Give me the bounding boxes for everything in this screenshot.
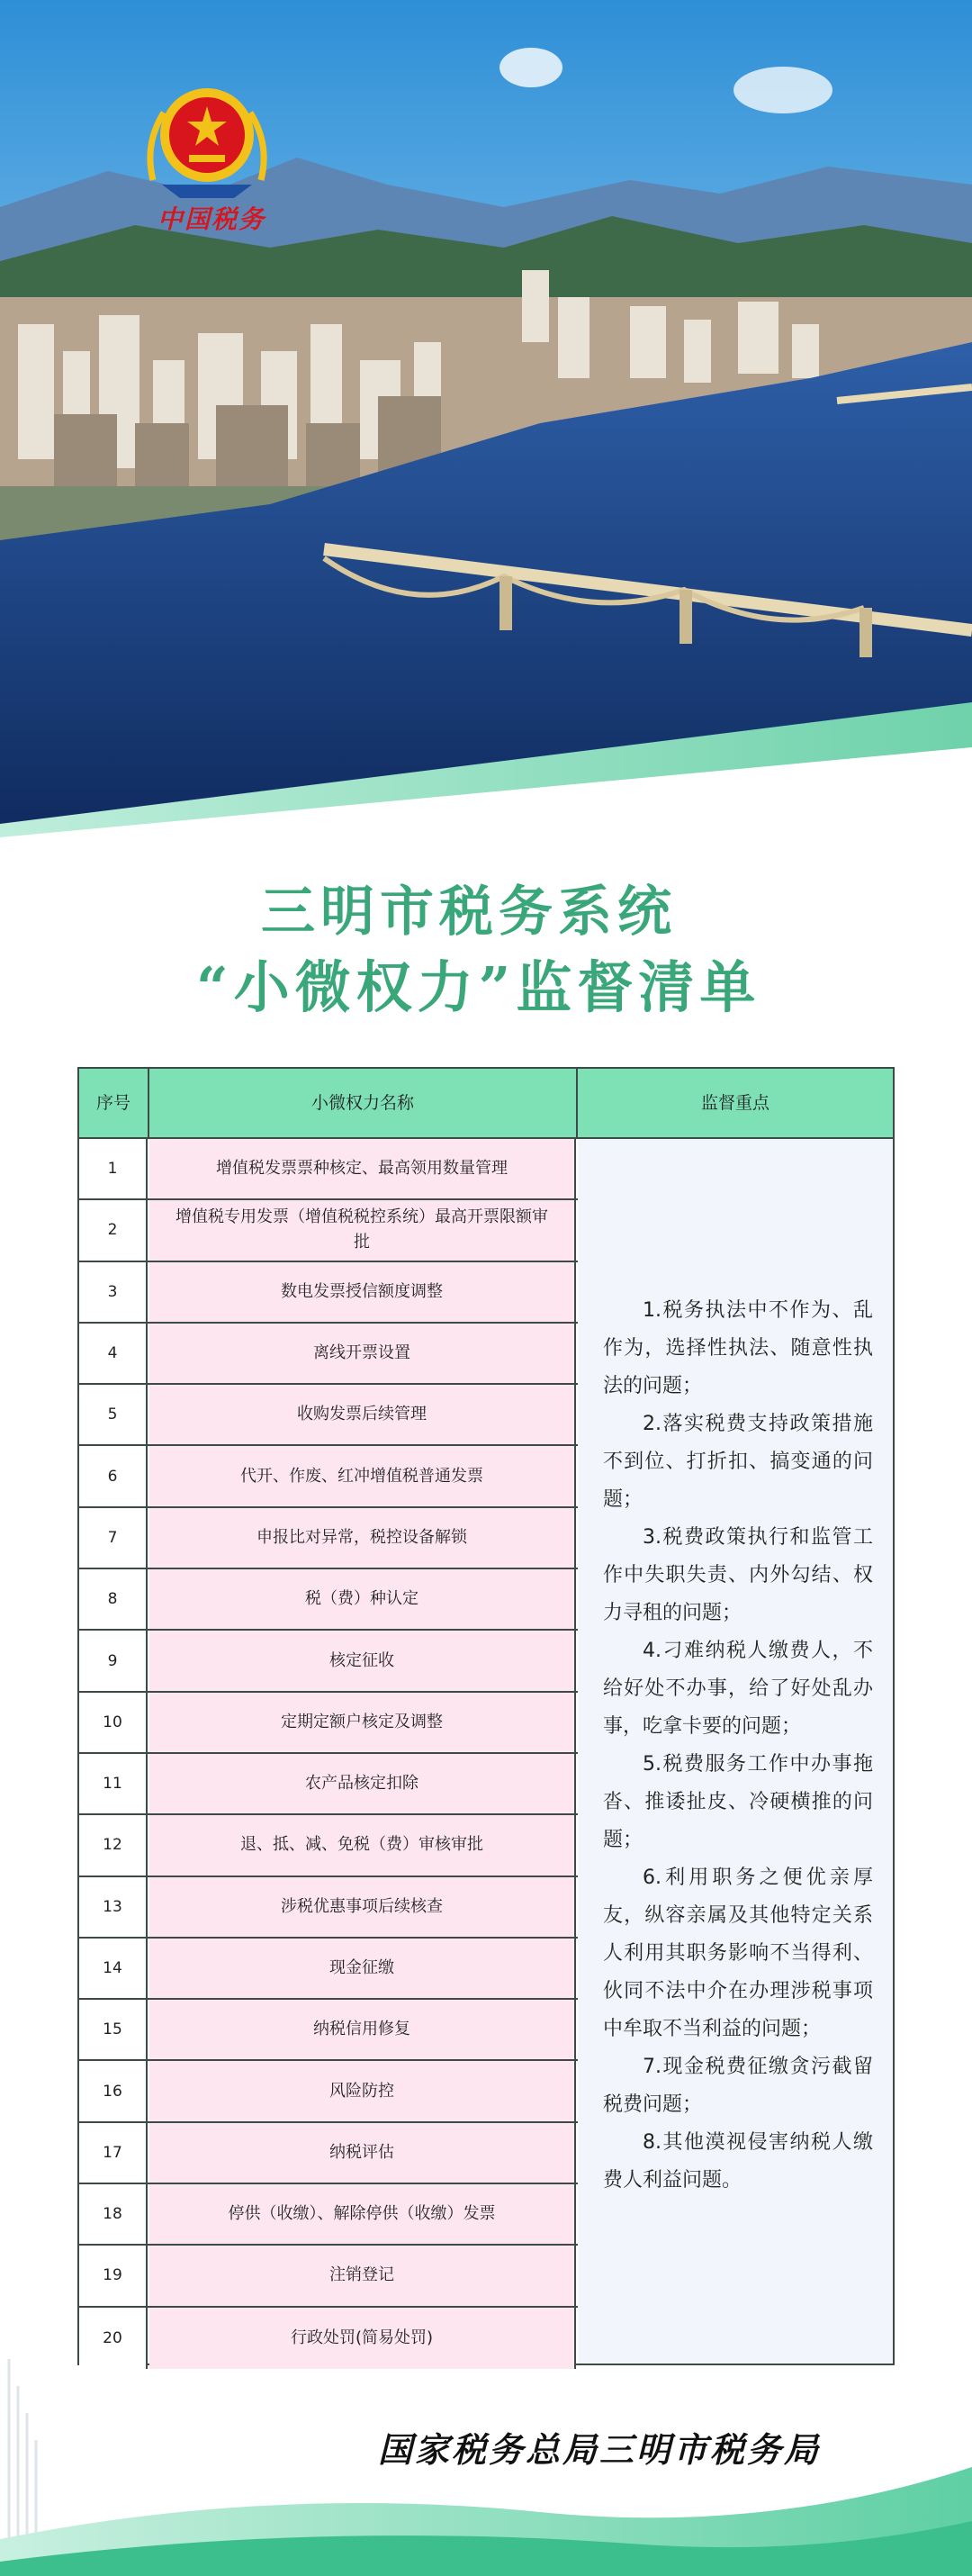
row-power-name: 代开、作废、红冲增值税普通发票 [149, 1446, 576, 1505]
title-line-2: “小微权力”监督清单 [196, 954, 761, 1020]
row-index: 10 [79, 1693, 148, 1752]
row-index: 8 [79, 1569, 148, 1629]
focus-point: 7.现金税费征缴贪污截留税费问题； [603, 2056, 873, 2116]
issuer-name: 国家税务总局三明市税务局 [378, 2429, 822, 2470]
focus-point: 6.利用职务之便优亲厚友，纵容亲属及其他特定关系人利用其职务影响不当得利、伙同不法中介在办理涉税事项中牟取不当利益的问题； [603, 1866, 873, 2040]
row-power-name: 现金征缴 [149, 1939, 576, 1998]
focus-point: 3.税费政策执行和监管工作中失职失责、内外勾结、权力寻租的问题； [603, 1526, 873, 1624]
table-row [79, 1693, 578, 1754]
row-index: 18 [79, 2184, 148, 2244]
row-index: 5 [79, 1385, 148, 1444]
table-body [79, 1139, 578, 2369]
row-index: 12 [79, 1815, 148, 1875]
row-power-name: 数电发票授信额度调整 [149, 1262, 576, 1322]
row-index: 15 [79, 2000, 148, 2059]
table-row [79, 1754, 578, 1815]
focus-point: 8.其他漠视侵害纳税人缴费人利益问题。 [603, 2131, 873, 2192]
row-power-name: 申报比对异常，税控设备解锁 [149, 1508, 576, 1568]
row-index: 20 [79, 2308, 148, 2369]
table-row [79, 1200, 578, 1261]
row-power-name: 税（费）种认定 [149, 1569, 576, 1629]
focus-point: 5.税费服务工作中办事拖沓、推诿扯皮、冷硬横推的问题； [603, 1753, 873, 1851]
row-power-name: 离线开票设置 [149, 1324, 576, 1383]
table-row [79, 1877, 578, 1939]
table-header [79, 1069, 893, 1139]
row-power-name: 增值税发票票种核定、最高领用数量管理 [149, 1139, 576, 1198]
row-index: 14 [79, 1939, 148, 1998]
row-index: 4 [79, 1324, 148, 1383]
table-row [79, 1262, 578, 1324]
table-row [79, 1446, 578, 1507]
table-row [79, 1631, 578, 1692]
row-power-name: 涉税优惠事项后续核查 [149, 1877, 576, 1937]
header-power-name: 小微权力名称 [149, 1069, 578, 1137]
row-index: 9 [79, 1631, 148, 1690]
table-row [79, 2061, 578, 2122]
table-row [79, 1139, 578, 1200]
row-power-name: 增值税专用发票（增值税税控系统）最高开票限额审批 [149, 1200, 576, 1260]
table-row [79, 1508, 578, 1569]
row-power-name: 农产品核定扣除 [149, 1754, 576, 1813]
row-index: 3 [79, 1262, 148, 1322]
supervision-focus-cell [578, 1139, 893, 2364]
table-row [79, 2246, 578, 2307]
row-index: 11 [79, 1754, 148, 1813]
emblem-caption: 中国税务 [157, 204, 266, 234]
title-line-1: 三明市税务系统 [261, 881, 677, 944]
focus-point: 1.税务执法中不作为、乱作为，选择性执法、随意性执法的问题； [603, 1299, 873, 1397]
focus-point: 2.落实税费支持政策措施不到位、打折扣、搞变通的问题； [603, 1413, 873, 1511]
row-power-name: 收购发票后续管理 [149, 1385, 576, 1444]
table-row [79, 1569, 578, 1631]
row-index: 7 [79, 1508, 148, 1568]
row-power-name: 纳税信用修复 [149, 2000, 576, 2059]
header-supervision-focus: 监督重点 [700, 1093, 770, 1113]
row-index: 6 [79, 1446, 148, 1505]
row-power-name: 纳税评估 [149, 2123, 576, 2183]
row-index: 19 [79, 2246, 148, 2305]
row-power-name: 行政处罚(简易处罚) [149, 2308, 576, 2369]
table-row [79, 2000, 578, 2061]
row-index: 1 [79, 1139, 148, 1198]
row-index: 13 [79, 1877, 148, 1937]
hero-city-photo [0, 0, 972, 837]
table-row [79, 1385, 578, 1446]
table-row [79, 1815, 578, 1876]
table-row [79, 1324, 578, 1385]
focus-point: 4.刁难纳税人缴费人，不给好处不办事，给了好处乱办事，吃拿卡要的问题； [603, 1640, 873, 1738]
row-power-name: 注销登记 [149, 2246, 576, 2305]
row-power-name: 核定征收 [149, 1631, 576, 1690]
supervision-focus-list [603, 1292, 873, 2200]
table-row [79, 2184, 578, 2246]
row-index: 17 [79, 2123, 148, 2183]
row-index: 16 [79, 2061, 148, 2120]
supervision-table [77, 1067, 895, 2365]
row-power-name: 停供（收缴）、解除停供（收缴）发票 [149, 2184, 576, 2244]
row-power-name: 风险防控 [149, 2061, 576, 2120]
header-index: 序号 [79, 1069, 149, 1137]
table-row [79, 2123, 578, 2184]
table-row [79, 1939, 578, 2000]
row-index: 2 [79, 1200, 148, 1260]
row-power-name: 定期定额户核定及调整 [149, 1693, 576, 1752]
row-power-name: 退、抵、减、免税（费）审核审批 [149, 1815, 576, 1875]
